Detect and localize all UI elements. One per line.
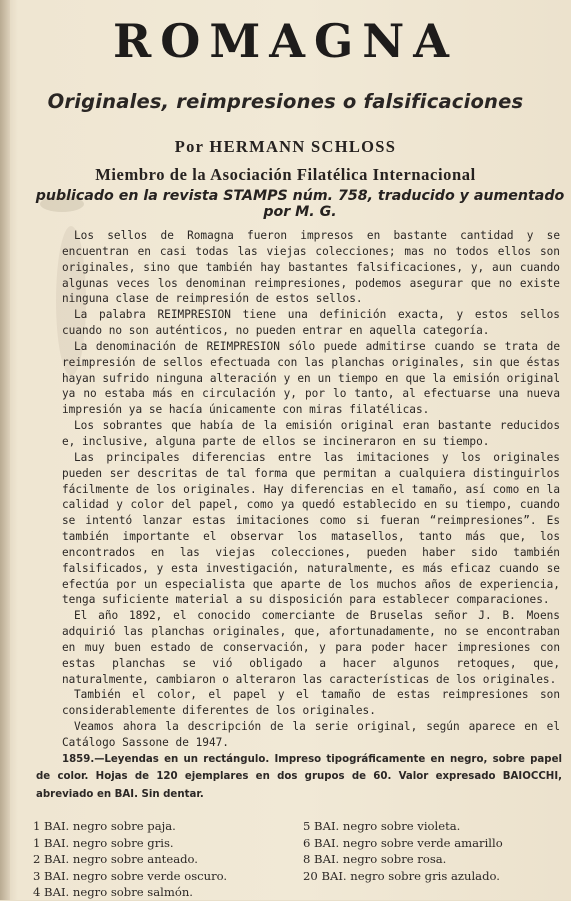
body-paragraph: El año 1892, el conocido comerciante de Bruselas señor J. B. Moens adquirió las planchas originales, que, afortunadamente, no se encontraban en muy buen estado de conservación, y para poder hacer impresiones con estas planchas se vió obligado a hacer algunos retoques, que, naturalmente, cambiaron o alteraron las características de los originales.: [62, 609, 560, 686]
body-paragraph: La palabra REIMPRESION tiene una definición exacta, y estos sellos cuando no son auténticos, no pueden entrar en aquella categoría.: [62, 308, 560, 338]
stamp-value-item: 8 BAI. negro sobre rosa.: [303, 852, 447, 867]
body-paragraph: Veamos ahora la descripción de la serie original, según aparece en el Catálogo Sassone de 1947.: [62, 720, 560, 749]
body-paragraph: Las principales diferencias entre las imitaciones y los originales pueden ser descritas de tal forma que permitan a cualquiera distinguirlos fácilmente de los originales. Hay diferencias en el tamaño, así como en la calidad y color del papel, como ya quedó establecido en su tiempo, cuando se intentó lanzar estas imitaciones como si fueran “reimpresiones”. Es también importante el observar los matasellos, tanto más que, los encontrados en las viejas colecciones, pueden haber sido también falsificados, y esta investigación, naturalmente, es más eficaz cuando se efectúa por un especialista que aparte de los muchos años de experiencia, tenga suficiente material a su disposición para establecer comparaciones.: [62, 450, 560, 607]
article-title: ROMAGNA: [113, 14, 458, 68]
stamp-value-item: 5 BAI. negro sobre violeta.: [303, 819, 461, 833]
stamp-value-item: 1 BAI. negro sobre gris.: [33, 835, 174, 850]
stamp-value-item: 1 BAI. negro sobre paja.: [33, 819, 176, 833]
body-paragraph: Los sobrantes que había de la emisión original eran bastante reducidos e, inclusive, alguna parte de ellos se incineraron en su tiempo.: [62, 419, 560, 448]
article-body: [62, 228, 560, 751]
article-subtitle: Originales, reimpresiones o falsificaciones: [47, 90, 524, 113]
body-paragraph: Los sellos de Romagna fueron impresos en bastante cantidad y se encuentran en casi todas las viejas colecciones; mas no todos ellos son originales, sino que también hay bastantes falsificaciones, y, aun cuando algunas veces los denominan reimpresiones, podemos asegurar que no existe ninguna clase de reimpresión de estos sellos.: [62, 229, 560, 306]
catalog-entry: [36, 751, 562, 803]
stamp-value-item: 4 BAI. negro sobre salmón.: [33, 885, 193, 900]
author-affiliation: Miembro de la Asociación Filatélica Internacional: [95, 165, 476, 184]
stamp-values-right-column: [303, 818, 503, 884]
stamp-value-item: 6 BAI. negro sobre verde amarillo: [303, 835, 503, 850]
publication-note: publicado en la revista STAMPS núm. 758, traducido y aumentado por M. G.: [35, 188, 565, 220]
stamp-values-left-column: [33, 818, 227, 901]
body-paragraph: También el color, el papel y el tamaño de estas reimpresiones son considerablemente diferentes de los originales.: [62, 688, 560, 718]
paper-stain: [56, 226, 86, 376]
catalog-entry-text: 1859.—Leyendas en un rectángulo. Impreso tipográficamente en negro, sobre papel de color. Hojas de 120 ejemplares en dos grupos de 60. Valor expresado BAIOCCHI, abreviado en BAI. Sin dentar.: [36, 754, 562, 800]
stamp-value-item: 3 BAI. negro sobre verde oscuro.: [33, 868, 228, 883]
body-paragraph: La denominación de REIMPRESION sólo puede admitirse cuando se trata de reimpresión de sellos efectuada con las planchas originales, sin que éstas hayan sufrido ninguna alteración y en un tiempo en que la emisión original ya no estaba más en circulación y, por lo tanto, al efectuarse una nueva impresión ya se hacía únicamente con miras filatélicas.: [62, 339, 560, 417]
paper-stain: [40, 196, 84, 212]
stamp-value-item: 2 BAI. negro sobre anteado.: [33, 852, 198, 867]
author-line: Por HERMANN SCHLOSS: [174, 137, 397, 156]
stamp-value-item: 20 BAI. negro sobre gris azulado.: [303, 868, 500, 883]
page-binding-edge: [0, 0, 10, 900]
